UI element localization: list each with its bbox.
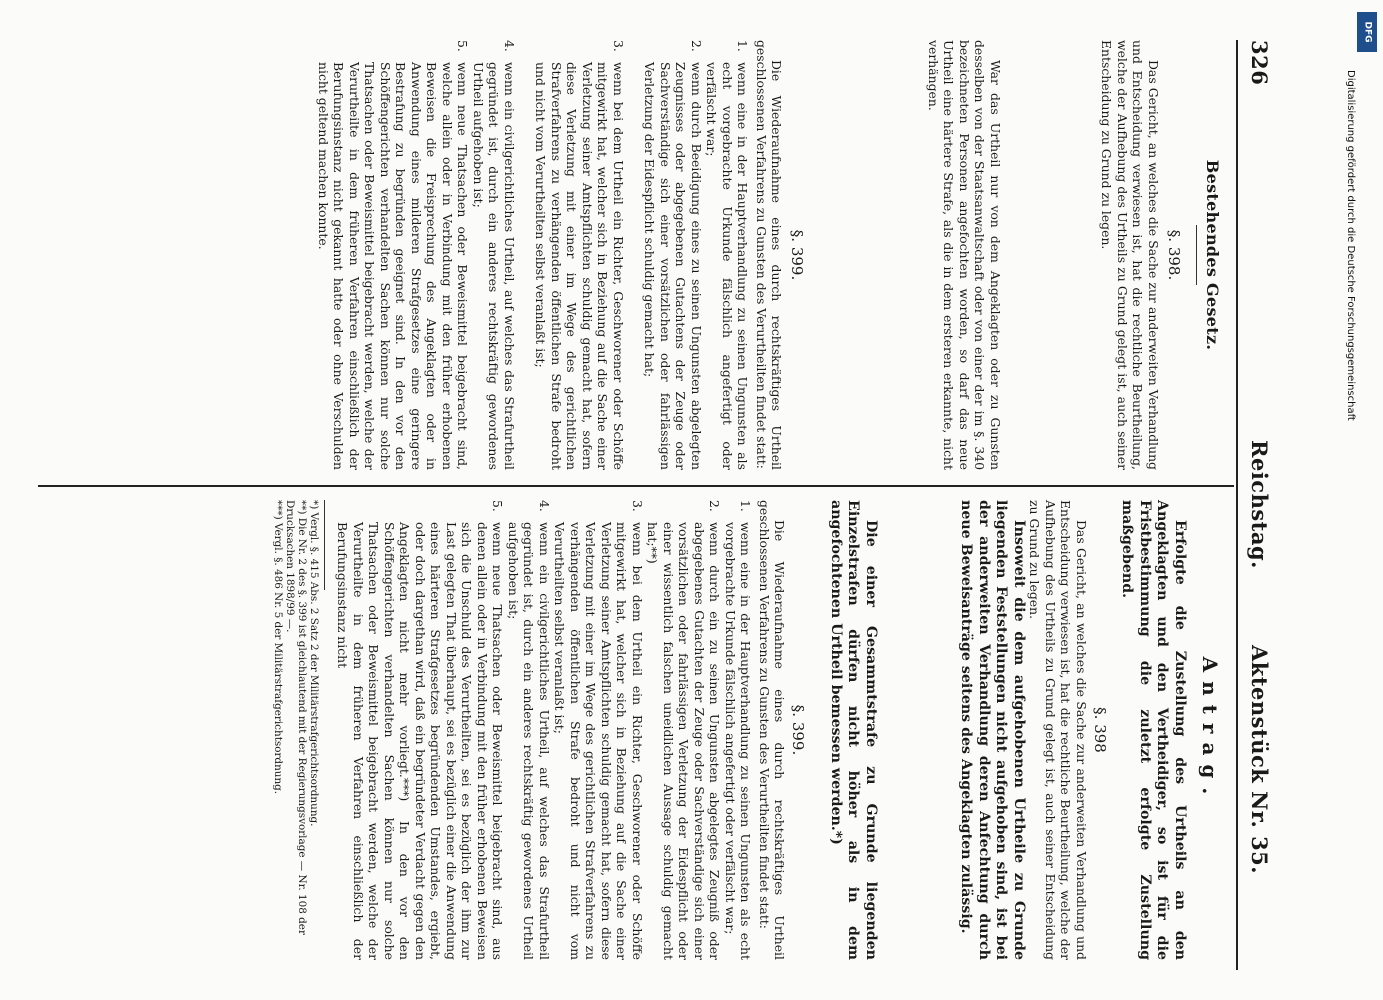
left-column-heading: Bestehendes Gesetz. xyxy=(1203,159,1222,351)
list-item-number: 5. xyxy=(490,500,506,512)
list-item xyxy=(645,500,723,960)
dfg-logo xyxy=(1357,12,1377,52)
list-item-text: wenn bei dem Urtheil ein Richter, Geschworener oder Schöffe mitgewirkt hat, welcher sich in Beziehung auf die Sache einer Verletzung seiner Amtspflichten schuldig gemacht hat, sofern diese Verletzung mit einer im Wege des gerichtlichen Strafverfahrens zu verhängenden öffentlichen Strafe bedroht und nicht vom Verurtheilten selbst veranlaßt ist; xyxy=(533,62,626,470)
list-item-number: 3. xyxy=(630,500,645,512)
footnote: ***) Vergl. §. 486 Nr. 5 der Militärstrafgerichtsordnung. xyxy=(272,500,284,795)
footnote: **) Die Nr. 2 des §. 399 ist gleichlautend mit der Regierungsvorlage — Nr. 108 der Drucksachen 1898/99 —. xyxy=(284,500,308,935)
antrag-section-399-intro: Die Wiederaufnahme eines durch rechtskräftiges Urtheil geschlossenen Verfahrens zu Gunsten des Verurtheilten findet statt: xyxy=(757,500,788,960)
section-398-paragraph-2: War das Urtheil nur von dem Angeklagten oder zu Gunsten desselben von der Staatsanwaltschaft oder von einer der im §. 340 bezeichneten Personen angefochten worden, so darf das neue Urtheil eine härtere Strafe, als die in dem ersteren erkannte, nicht verhängen. xyxy=(926,40,1003,470)
list-item-text: wenn durch Beeidigung eines zu seinen Ungunsten abgelegten Zeugnisses oder abgegebenen Gutachtens der Zeuge oder Sachverständige sich einer vorsätzlichen oder fahrlässigen Verletzung der Eidespflicht schuldig gemacht hat; xyxy=(642,62,704,470)
list-item xyxy=(642,40,704,470)
list-item xyxy=(723,500,754,960)
running-title-publication: Reichstag. xyxy=(1247,440,1272,569)
list-item-number: 3. xyxy=(611,40,626,52)
list-item-number: 4. xyxy=(502,40,517,52)
list-item-text: wenn neue Thatsachen oder Beweismittel beigebracht sind, welche allein oder in Verbindung mit den früher erhobenen Beweisen die Freisprechung des Angeklagten oder in Anwendung eines milderen Strafgesetzes eine geringere Bestrafung zu begründen geeignet sind. In den vor den Schöffengerichten verhandelten Sachen können nur solche Thatsachen oder Beweismittel beigebracht werden, welche der Verurtheilte in dem früheren Verfahren einschließlich der Berufungsinstanz nicht gekannt hatte oder ohne Verschulden nicht geltend machen konnte. xyxy=(316,62,471,470)
list-item xyxy=(471,40,518,470)
list-item-text: wenn eine in der Hauptverhandlung zu seinen Ungunsten als echt vorgebrachte Urkunde fälschlich angefertigt oder verfälscht war; xyxy=(723,522,754,960)
list-item-text: wenn eine in der Hauptverhandlung zu seinen Ungunsten als echt vorgebrachte Urkunde fälschlich angefertigt oder verfälscht war; xyxy=(704,62,751,470)
dfg-logo-text: DFG xyxy=(1362,21,1373,43)
section-399-mark: §. 399. xyxy=(788,229,807,281)
list-item-number: 5. xyxy=(455,40,471,52)
antrag-section-398-paragraph-1: Das Gericht, an welches die Sache zur anderweiten Verhandlung und Entscheidung verwiesen ist, hat die rechtliche Beurtheilung, welche der Aufhebung des Urtheils zu Grund gelegt ist, auch seiner Entscheidung zu Grund zu legen. xyxy=(1027,500,1089,960)
list-item-number: 1. xyxy=(735,40,751,52)
antrag-section-399-mark: §. 399. xyxy=(789,704,808,756)
antrag-section-398-insertion: Insoweit die dem aufgehobenen Urtheile zu Grunde liegenden Feststellungen nicht aufgehoben sind, ist bei der anderweiten Verhandlung deren Anfechtung durch neue Beweisanträge seitens des Angeklagten zulässig. xyxy=(958,500,1027,960)
list-item xyxy=(335,500,506,960)
list-item xyxy=(316,40,471,470)
digitization-note: Digitalisierung gefördert durch die Deutsche Forschungsgemeinschaft xyxy=(1345,70,1356,421)
list-item-text: wenn durch ein zu seinen Ungunsten abgelegtes Zeugniß oder abgegebenes Gutachten der Zeuge oder Sachverständige sich einer vorsätzlichen oder fahrlässigen Verletzung der Eidespflicht oder einer wissentlich falschen uneidlichen Aussage schuldig gemacht hat;**) xyxy=(645,522,723,960)
left-column xyxy=(316,40,1223,470)
antrag-section-398-paragraph-2: Die einer Gesammtstrafe zu Grunde liegenden Einzelstrafen dürfen nicht höher als in dem angefochtenen Urtheil bemessen werden.*) xyxy=(828,500,879,960)
heading-rule xyxy=(1196,225,1197,285)
footnote-rule xyxy=(324,500,325,590)
list-item-number: 4. xyxy=(537,500,552,512)
list-item-text: wenn ein civilgerichtliches Urtheil, auf welches das Strafurtheil gegründet ist, durch ein anderes rechtskräftig gewordenes Urtheil aufgehoben ist; xyxy=(471,62,517,470)
page-number: 326 xyxy=(1247,40,1272,86)
list-item xyxy=(533,40,626,470)
list-item-number: 2. xyxy=(707,500,723,512)
running-title-document: Aktenstück Nr. 35. xyxy=(1247,645,1272,875)
section-398-paragraph-1: Das Gericht, an welches die Sache zur anderweiten Verhandlung und Entscheidung verwiesen ist, hat die rechtliche Beurtheilung, welche der Aufhebung des Urtheils zu Grund gelegt ist, auch seiner Entscheidung zu Grund zu legen. xyxy=(1099,40,1161,470)
list-item-number: 2. xyxy=(689,40,704,52)
list-item xyxy=(506,500,553,960)
section-399-intro: Die Wiederaufnahme eines durch rechtskräftiges Urtheil geschlossenen Verfahrens zu Gunsten des Verurtheilten findet statt: xyxy=(754,40,785,470)
list-item-text: wenn bei dem Urtheil ein Richter, Geschworener oder Schöffe mitgewirkt hat, welcher sich in Beziehung auf die Sache einer Verletzung seiner Amtspflichten schuldig gemacht hat, sofern diese Verletzung mit einer im Wege des gerichtlichen Strafverfahrens zu verhängenden öffentlichen Strafe bedroht und nicht vom Verurtheilten selbst veranlaßt ist; xyxy=(552,522,645,960)
antrag-intro: Erfolgte die Zustellung des Urtheils an den Angeklagten und den Vertheidiger, so ist für die Fristbestimmung die zuletzt erfolgte Zustellung maßgebend. xyxy=(1119,500,1188,960)
list-item xyxy=(704,40,751,470)
list-item xyxy=(552,500,645,960)
right-column xyxy=(272,500,1222,960)
list-item-number: 1. xyxy=(738,500,754,512)
header-rule xyxy=(1236,40,1238,970)
list-item-text: wenn neue Thatsachen oder Beweismittel beigebracht sind, aus denen allein oder in Verbindung mit den früher erhobenen Beweisen sich die Unschuld des Verurtheilten, sei es bezüglich der ihm zur Last gelegten That überhaupt, sei es bezüglich einer die Anwendung eines härteren Strafgesetzes begründenden Umstandes, ergiebt, oder doch dargethan wird, daß ein begründeter Verdacht gegen den Angeklagten nicht mehr vorliegt.***) In den vor den Schöffengerichten verhandelten Sachen können nur solche Thatsachen oder Beweismittel beigebracht werden, welche der Verurtheilte in dem früheren Verfahren einschließlich der Berufungsinstanz nicht xyxy=(335,522,506,960)
footnote: *) Vergl. §. 415 Abs. 2 Satz 2 der Militärstrafgerichtsordnung. xyxy=(308,500,320,827)
section-398-mark: §. 398. xyxy=(1165,229,1183,281)
list-item-text: wenn ein civilgerichtliches Urtheil, auf welches das Strafurtheil gegründet ist, durch ein anderes rechtskräftig gewordenes Urtheil aufgehoben ist; xyxy=(506,522,552,960)
column-divider xyxy=(38,485,1234,487)
antrag-section-398-mark: §. 398 xyxy=(1091,707,1109,753)
right-column-heading: Antrag. xyxy=(1198,656,1222,804)
